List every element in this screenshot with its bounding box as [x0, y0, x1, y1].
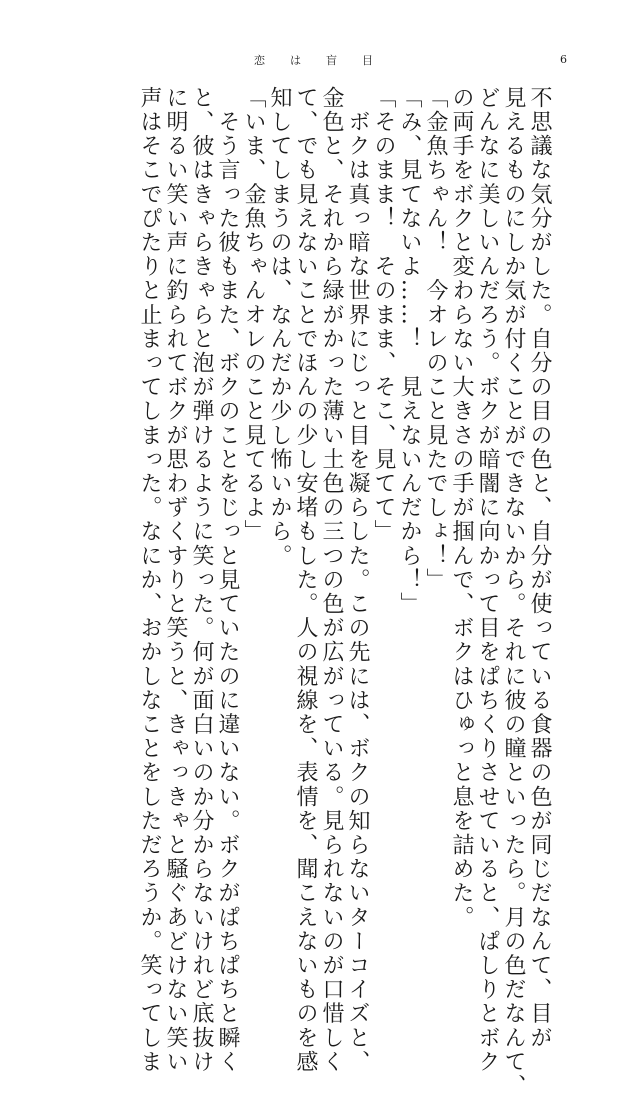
- text-line: ボクは真っ暗な世界にじっと目を凝らした。この先には、ボクの知らないターコイズと、: [345, 86, 370, 1075]
- text-line: に明るい笑い声に釣られてボクが思わずくすりと笑うと、きゃっきゃと騒ぐあどけない笑い: [163, 86, 188, 1075]
- text-line: 「いま、金魚ちゃんオレのこと見てるよ」: [241, 86, 266, 544]
- text-line: 「み、見てないよ……！ 見えないんだから！」: [397, 86, 422, 617]
- text-line: て、でも見えないことでほんの少し安堵もした。人の視線を、表情を、聞こえないものを感: [293, 86, 318, 1075]
- text-line: どんなに美しいんだろう。ボクが暗闇に向かって目をぱちくりさせていると、ぱしりとボク: [475, 86, 500, 1075]
- text-line: 知してしまうのは、なんだか少し怖いから。: [267, 86, 292, 568]
- text-line: と、彼はきゃらきゃらと泡が弾けるように笑った。何が面白いのか分からないけれど底抜け: [189, 86, 214, 1075]
- text-line: 声はそこでぴたりと止まってしまった。なにか、おかしなことをしただろうか。笑ってしま: [137, 86, 162, 1075]
- text-line: 「そのまま！ そのまま、そこ、見てて」: [371, 86, 396, 544]
- text-line: そう言った彼もまた、ボクのことをじっと見ていたのに違いない。ボクがぱちぱちと瞬く: [215, 86, 240, 1075]
- running-title: 恋は盲目: [254, 54, 398, 67]
- text-line: 「金魚ちゃん！ 今オレのこと見たでしょ！」: [423, 86, 448, 593]
- text-line: 見えるものにしか気が付くことができないから。それに彼の瞳といったら。月の色だなんて、: [501, 86, 526, 1098]
- body-text: [92, 86, 552, 1098]
- text-line: 不思議な気分がした。自分の目の色と、自分が使っている食器の色が同じだなんて、目が: [527, 86, 552, 1050]
- text-line: の両手をボクと変わらない大きさの手が掴んで、ボクはひゅっと息を詰めた。: [449, 86, 474, 930]
- page-number: 6: [560, 53, 567, 66]
- text-line: 金色と、それから緑がかった薄い土色の三つの色が広がっている。見られないのが口惜しく: [319, 86, 344, 1075]
